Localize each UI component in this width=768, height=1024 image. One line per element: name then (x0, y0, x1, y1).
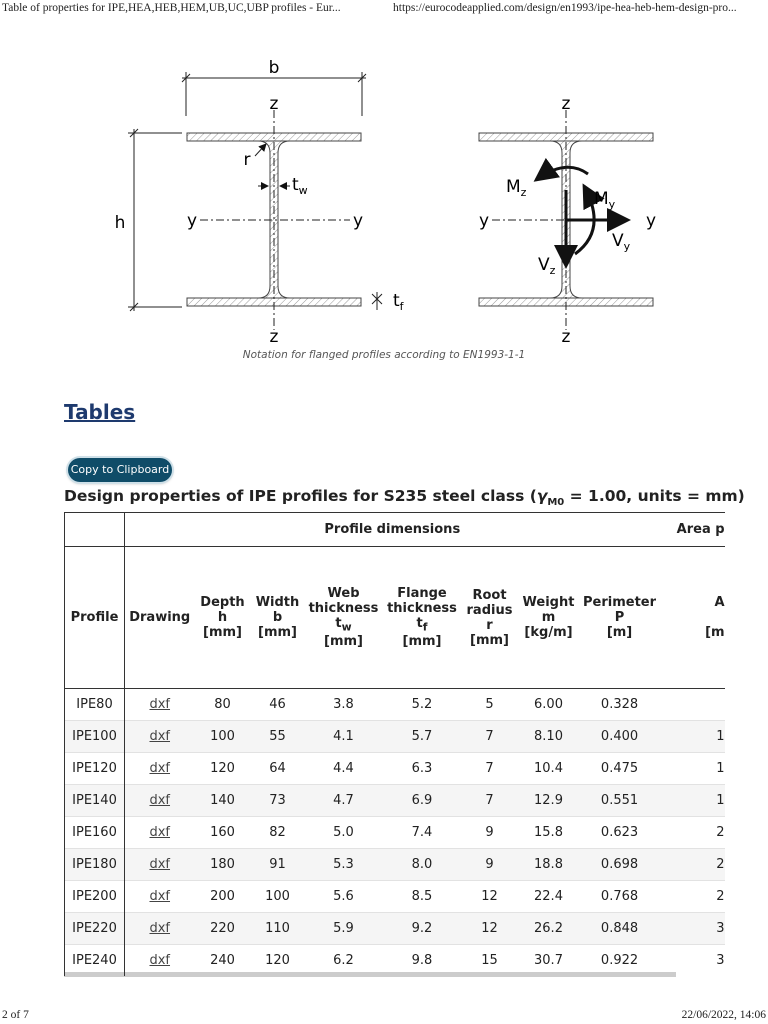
cell-flange-thickness: 9.2 (383, 913, 462, 945)
cell-web-thickness: 4.7 (305, 785, 383, 817)
cell-root-radius: 5 (462, 689, 518, 721)
col-header-depth: Depth h [mm] (195, 547, 251, 689)
cell-depth: 100 (195, 721, 251, 753)
cell-web-thickness: 5.0 (305, 817, 383, 849)
tf-label: $t_f$ (393, 291, 404, 313)
cell-flange-thickness: 6.9 (383, 785, 462, 817)
dxf-link[interactable]: dxf (149, 729, 171, 744)
cell-width: 82 (251, 817, 305, 849)
i-section-drawing (0, 40, 768, 350)
cell-width: 55 (251, 721, 305, 753)
vz-label: $V_z$ (538, 255, 556, 277)
left-profile (115, 58, 405, 347)
cell-depth: 200 (195, 881, 251, 913)
cell-depth: 160 (195, 817, 251, 849)
table-row (65, 913, 725, 945)
cell-weight: 8.10 (518, 721, 580, 753)
table-row (65, 785, 725, 817)
cell-weight: 22.4 (518, 881, 580, 913)
cell-weight: 6.00 (518, 689, 580, 721)
z-axis-bottom-label-right: z (561, 327, 571, 347)
cell-web-thickness: 4.1 (305, 721, 383, 753)
table-row (65, 689, 725, 721)
mz-label: $M_z$ (506, 177, 527, 199)
cell-weight: 15.8 (518, 817, 580, 849)
cell-perimeter: 0.400 (580, 721, 660, 753)
cell-web-thickness: 5.3 (305, 849, 383, 881)
figure-caption: Notation for flanged profiles according to EN1993-1-1 (242, 349, 526, 361)
cell-flange-thickness: 9.8 (383, 945, 462, 977)
cell-flange-thickness: 7.4 (383, 817, 462, 849)
cell-flange-thickness: 8.5 (383, 881, 462, 913)
page-number: 2 of 7 (2, 1009, 29, 1021)
cell-width: 120 (251, 945, 305, 977)
cell-depth: 240 (195, 945, 251, 977)
cell-profile: IPE240 (65, 945, 125, 977)
cell-weight: 10.4 (518, 753, 580, 785)
cell-area: 2 (660, 881, 725, 913)
cell-weight: 26.2 (518, 913, 580, 945)
cell-root-radius: 15 (462, 945, 518, 977)
cell-area: 1 (660, 785, 725, 817)
ipe-properties-table-wrapper[interactable] (64, 512, 725, 977)
cell-root-radius: 9 (462, 817, 518, 849)
z-axis-bottom-label: z (269, 327, 279, 347)
cell-root-radius: 7 (462, 721, 518, 753)
dxf-link[interactable]: dxf (149, 857, 171, 872)
y-axis-right-label-right: y (645, 211, 657, 231)
cell-profile: IPE120 (65, 753, 125, 785)
cell-depth: 140 (195, 785, 251, 817)
cell-weight: 18.8 (518, 849, 580, 881)
cell-perimeter: 0.922 (580, 945, 660, 977)
cell-width: 46 (251, 689, 305, 721)
col-header-perimeter: Perimeter P [m] (580, 547, 660, 689)
cell-perimeter: 0.551 (580, 785, 660, 817)
section-heading-tables[interactable]: Tables (64, 400, 136, 424)
cell-web-thickness: 5.9 (305, 913, 383, 945)
cell-depth: 180 (195, 849, 251, 881)
col-header-web-thickness: Web thickness $t_w$ [mm] (305, 547, 383, 689)
header-profile-dimensions: Profile dimensions (125, 513, 660, 547)
cell-root-radius: 7 (462, 785, 518, 817)
col-header-area: A [m (660, 547, 725, 689)
y-axis-right-label: y (352, 211, 364, 231)
dxf-link[interactable]: dxf (149, 825, 171, 840)
cell-perimeter: 0.623 (580, 817, 660, 849)
cell-area: 3 (660, 913, 725, 945)
table-row (65, 945, 725, 977)
cell-perimeter: 0.328 (580, 689, 660, 721)
dim-b-label: b (268, 58, 280, 78)
cell-root-radius: 12 (462, 913, 518, 945)
cell-weight: 12.9 (518, 785, 580, 817)
z-axis-top-label-right: z (561, 94, 571, 114)
cell-profile: IPE220 (65, 913, 125, 945)
table-body (65, 689, 725, 977)
cell-flange-thickness: 5.7 (383, 721, 462, 753)
cell-area (660, 689, 725, 721)
cell-root-radius: 9 (462, 849, 518, 881)
notation-figure (0, 40, 768, 350)
cell-profile: IPE140 (65, 785, 125, 817)
print-footer (0, 1009, 768, 1024)
col-header-root-radius: Root radius r [mm] (462, 547, 518, 689)
cell-profile: IPE160 (65, 817, 125, 849)
cell-root-radius: 12 (462, 881, 518, 913)
y-axis-left-label-right: y (478, 211, 490, 231)
header-area-properties: Area p (660, 513, 725, 547)
cell-area: 2 (660, 849, 725, 881)
dxf-link[interactable]: dxf (149, 697, 171, 712)
dxf-link[interactable]: dxf (149, 953, 171, 968)
cell-width: 100 (251, 881, 305, 913)
dim-h-label: h (114, 213, 126, 233)
cell-area: 2 (660, 817, 725, 849)
cell-depth: 120 (195, 753, 251, 785)
table-row (65, 753, 725, 785)
right-profile (479, 94, 656, 347)
cell-flange-thickness: 5.2 (383, 689, 462, 721)
cell-area: 3 (660, 945, 725, 977)
cell-weight: 30.7 (518, 945, 580, 977)
col-header-weight: Weight m [kg/m] (518, 547, 580, 689)
y-axis-left-label: y (186, 211, 198, 231)
cell-flange-thickness: 8.0 (383, 849, 462, 881)
cell-profile: IPE180 (65, 849, 125, 881)
cell-perimeter: 0.698 (580, 849, 660, 881)
print-datetime: 22/06/2022, 14:06 (681, 1009, 766, 1021)
cell-width: 110 (251, 913, 305, 945)
tab-title: Table of properties for IPE,HEA,HEB,HEM,UB,UC,UBP profiles - Eur... (2, 2, 341, 14)
cell-width: 91 (251, 849, 305, 881)
dxf-link[interactable]: dxf (149, 921, 171, 936)
cell-width: 64 (251, 753, 305, 785)
dxf-link[interactable]: dxf (149, 793, 171, 808)
cell-web-thickness: 5.6 (305, 881, 383, 913)
page-url: https://eurocodeapplied.com/design/en1993/ipe-hea-heb-hem-design-pro... (393, 2, 737, 14)
cell-profile: IPE80 (65, 689, 125, 721)
dxf-link[interactable]: dxf (149, 761, 171, 776)
cell-width: 73 (251, 785, 305, 817)
cell-root-radius: 7 (462, 753, 518, 785)
cell-web-thickness: 3.8 (305, 689, 383, 721)
cell-depth: 220 (195, 913, 251, 945)
col-header-width: Width b [mm] (251, 547, 305, 689)
cell-web-thickness: 4.4 (305, 753, 383, 785)
dxf-link[interactable]: dxf (149, 889, 171, 904)
cell-perimeter: 0.768 (580, 881, 660, 913)
cell-area: 1 (660, 721, 725, 753)
table-row (65, 849, 725, 881)
vy-label: $V_y$ (612, 231, 631, 253)
table-row (65, 817, 725, 849)
cell-depth: 80 (195, 689, 251, 721)
tw-label: $t_w$ (292, 175, 308, 197)
cell-profile: IPE100 (65, 721, 125, 753)
ipe-properties-table (64, 512, 725, 976)
root-radius-label: r (243, 150, 251, 170)
cell-flange-thickness: 6.3 (383, 753, 462, 785)
cell-area: 1 (660, 753, 725, 785)
z-axis-top-label: z (269, 94, 279, 114)
table-row (65, 721, 725, 753)
cell-perimeter: 0.848 (580, 913, 660, 945)
cell-profile: IPE200 (65, 881, 125, 913)
table-row (65, 881, 725, 913)
col-header-profile: Profile (65, 547, 125, 689)
col-header-flange-thickness: Flange thickness $t_f$ [mm] (383, 547, 462, 689)
print-header (0, 0, 768, 18)
cell-perimeter: 0.475 (580, 753, 660, 785)
header-empty (65, 513, 125, 547)
my-label: $M_y$ (594, 189, 616, 211)
cell-web-thickness: 6.2 (305, 945, 383, 977)
col-header-drawing: Drawing (125, 547, 195, 689)
copy-to-clipboard-button[interactable]: Copy to Clipboard (68, 458, 172, 482)
table-title: Design properties of IPE profiles for S235 steel class ($\gamma_{M0} = 1.00$, units = mm) (64, 487, 745, 509)
